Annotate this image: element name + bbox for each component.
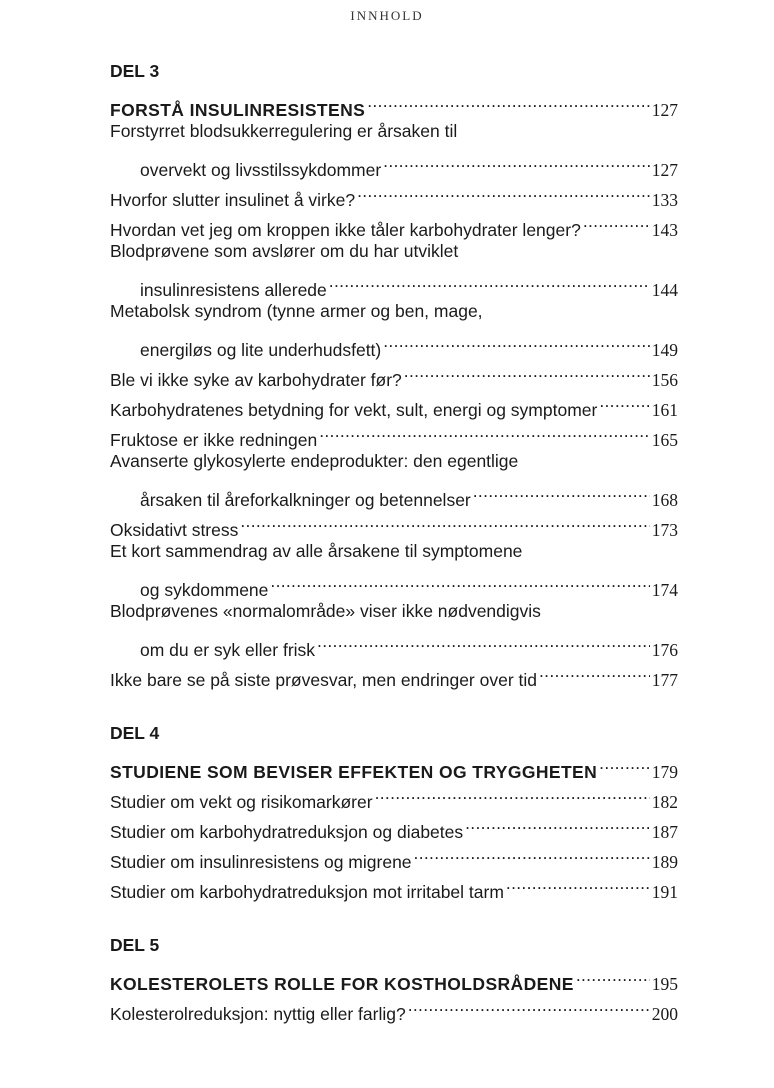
toc-entry-line — [110, 266, 678, 300]
entry-title: Blodprøvenes «normalområde» viser ikke nødvendigvis — [110, 601, 541, 621]
entry-title: Studier om insulinresistens og migrene — [110, 852, 412, 872]
page-number: 176 — [651, 640, 678, 660]
entry-title: Metabolsk syndrom (tynne armer og ben, mage, — [110, 301, 483, 321]
entry-title: om du er syk eller frisk — [140, 640, 316, 660]
entry-title: Ble vi ikke syke av karbohydrater før? — [110, 370, 402, 390]
running-head: INNHOLD — [350, 8, 424, 23]
toc-part — [110, 718, 678, 902]
entry-title: Karbohydratenes betydning for vekt, sult, energi og symptomer — [110, 400, 598, 420]
part-label: DEL 4 — [110, 723, 160, 743]
toc-entry-line — [110, 566, 678, 600]
toc-entry-line — [110, 446, 678, 476]
page-number: 127 — [651, 100, 678, 120]
dot-leader — [414, 838, 650, 868]
toc-entry-line — [110, 236, 678, 266]
entry-title: insulinresistens allerede — [140, 280, 327, 300]
dot-leader — [539, 656, 650, 686]
dot-leader — [465, 808, 650, 838]
page-number: 187 — [651, 822, 678, 842]
toc-entry[interactable] — [110, 446, 678, 510]
page-number: 127 — [651, 160, 678, 180]
toc-part — [110, 930, 678, 1024]
toc-entry[interactable] — [110, 296, 678, 360]
part-label: DEL 3 — [110, 61, 160, 81]
page-number: 177 — [651, 670, 678, 690]
entry-title: Studier om karbohydratreduksjon mot irritabel tarm — [110, 882, 504, 902]
toc-entry[interactable] — [110, 536, 678, 600]
entry-title: Fruktose er ikke redningen — [110, 430, 318, 450]
entry-title: overvekt og livsstilssykdommer — [140, 160, 382, 180]
page-number: 143 — [651, 220, 678, 240]
part-title-entry[interactable] — [110, 86, 678, 120]
page-number: 195 — [651, 974, 678, 994]
page-number: 165 — [651, 430, 678, 450]
toc-entry-line — [110, 596, 678, 626]
dot-leader — [270, 566, 649, 596]
entry-title: Hvorfor slutter insulinet å virke? — [110, 190, 356, 210]
toc-entry-line — [110, 326, 678, 360]
entry-title: Avanserte glykosylerte endeprodukter: den egentlige — [110, 451, 519, 471]
dot-leader — [357, 176, 650, 206]
entry-title: Oksidativt stress — [110, 520, 239, 540]
dot-leader — [329, 266, 650, 296]
part-title-entry[interactable] — [110, 748, 678, 782]
page-number: 189 — [651, 852, 678, 872]
toc-part — [110, 56, 678, 690]
entry-title: Studier om vekt og risikomarkører — [110, 792, 373, 812]
part-title: FORSTÅ INSULINRESISTENS — [110, 100, 366, 120]
entry-title: Kolesterolreduksjon: nyttig eller farlig? — [110, 1004, 406, 1024]
dot-leader — [473, 476, 650, 506]
dot-leader — [383, 326, 650, 356]
dot-leader — [404, 356, 650, 386]
toc-entry-line — [110, 476, 678, 510]
page-number: 182 — [651, 792, 678, 812]
page-number: 168 — [651, 490, 678, 510]
dot-leader — [583, 206, 650, 236]
entry-title: energiløs og lite underhudsfett) — [140, 340, 382, 360]
dot-leader — [599, 748, 650, 778]
toc-entry[interactable] — [110, 236, 678, 300]
page-number: 179 — [651, 762, 678, 782]
page-number: 174 — [651, 580, 678, 600]
table-of-contents — [110, 56, 678, 1024]
dot-leader — [367, 86, 650, 116]
entry-title: Ikke bare se på siste prøvesvar, men endringer over tid — [110, 670, 538, 690]
dot-leader — [599, 386, 649, 416]
dot-leader — [383, 146, 650, 176]
part-title: STUDIENE SOM BEVISER EFFEKTEN OG TRYGGHETEN — [110, 762, 598, 782]
entry-title: Studier om karbohydratreduksjon og diabetes — [110, 822, 464, 842]
page-number: 200 — [651, 1004, 678, 1024]
page-number: 133 — [651, 190, 678, 210]
dot-leader — [375, 778, 650, 808]
toc-entry-line — [110, 296, 678, 326]
part-label: DEL 5 — [110, 935, 160, 955]
toc-entry-line — [110, 146, 678, 180]
page-number: 144 — [651, 280, 678, 300]
entry-title: årsaken til åreforkalkninger og betennelser — [140, 490, 471, 510]
entry-title: Hvordan vet jeg om kroppen ikke tåler karbohydrater lenger? — [110, 220, 581, 240]
page-number: 173 — [651, 520, 678, 540]
entry-title: Et kort sammendrag av alle årsakene til symptomene — [110, 541, 523, 561]
entry-title: og sykdommene — [140, 580, 269, 600]
entry-title: Forstyrret blodsukkerregulering er årsaken til — [110, 121, 458, 141]
toc-entry-line — [110, 536, 678, 566]
entry-title: Blodprøvene som avslører om du har utviklet — [110, 241, 459, 261]
part-title-entry[interactable] — [110, 960, 678, 994]
part-title: KOLESTEROLETS ROLLE FOR KOSTHOLDSRÅDENE — [110, 974, 574, 994]
dot-leader — [408, 990, 650, 1020]
page-number: 161 — [651, 400, 678, 420]
toc-entry[interactable] — [110, 116, 678, 180]
toc-entry[interactable] — [110, 596, 678, 660]
page-number: 149 — [651, 340, 678, 360]
toc-entry-line — [110, 626, 678, 660]
dot-leader — [319, 416, 650, 446]
page-number: 156 — [651, 370, 678, 390]
page-number: 191 — [651, 882, 678, 902]
dot-leader — [240, 506, 649, 536]
dot-leader — [506, 868, 650, 898]
dot-leader — [317, 626, 650, 656]
toc-entry-line — [110, 116, 678, 146]
dot-leader — [576, 960, 650, 990]
